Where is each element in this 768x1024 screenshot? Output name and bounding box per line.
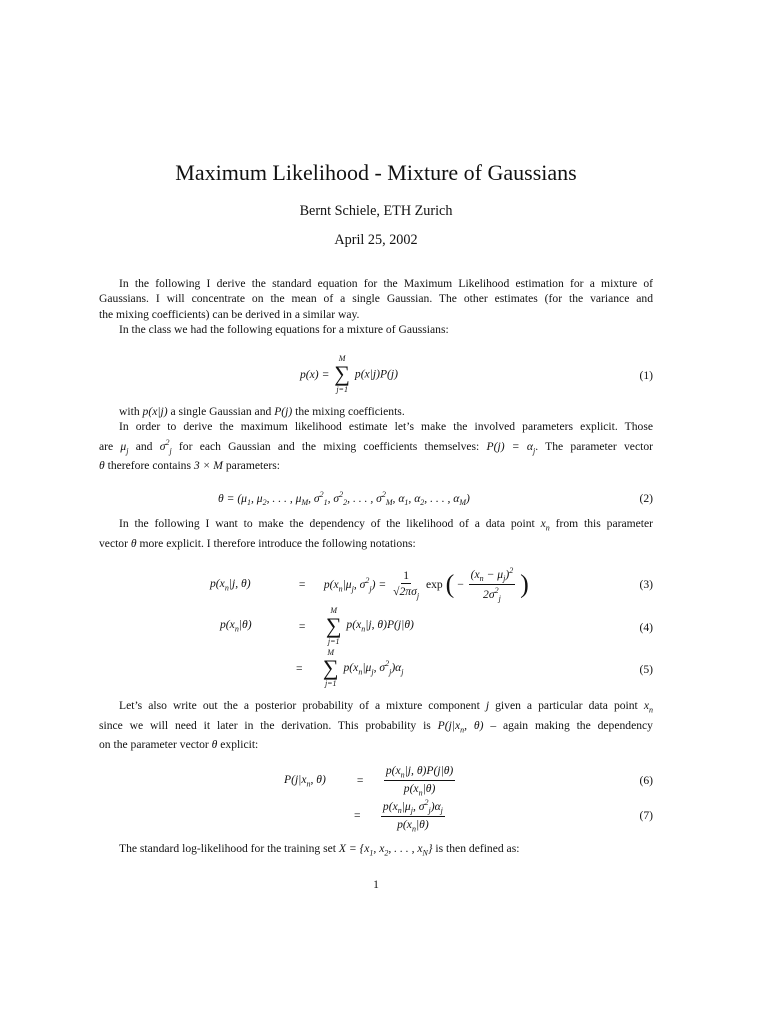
equation-number: (5) — [639, 663, 653, 676]
sum-lower-limit: j=1 — [336, 385, 348, 394]
paragraph-line: θ therefore contains 3 × M parameters: — [99, 459, 280, 473]
equation-3: $p(x_n|j$, $\theta) = p(x_n|\mu_j$, $\sigma^2_j$) = $\frac{1}{√2\pi\sigma_j}$ exp ( − $\frac{(x_n - \mu_j)^2}{2\sigma^2_j}$ ) — [210, 566, 529, 604]
paragraph-line: In order to derive the maximum likelihood estimate let’s make the involved parameters explicit. Those — [119, 420, 653, 434]
sum-lower-limit: j=1 — [324, 679, 337, 688]
paragraph-line: since we will need it later in the derivation. This probability is $P(j|x_n$, θ) – again making the dependency — [99, 718, 653, 735]
paper-date: April 25, 2002 — [334, 232, 418, 248]
paragraph-line: vector θ more explicit. I therefore introduce the following notations: — [99, 536, 416, 550]
equation-5: = M ∑ j=1 $p(x_n|\mu_j$, $\sigma^2_j)\alpha_j$ — [296, 648, 404, 688]
equation-number: (1) — [639, 369, 653, 382]
paragraph-line: Gaussians. I will concentrate on the mean of a single Gaussian. The other estimates (for the variance and — [99, 292, 653, 306]
paragraph-intro — [99, 276, 653, 338]
paper-author: Bernt Schiele, ETH Zurich — [299, 203, 453, 219]
paragraph-posterior — [99, 698, 653, 753]
equation-1: p(x) = M ∑ j=1 p(x|j)P(j) — [300, 354, 398, 394]
paragraph-line: are $\mu_j$ and $\sigma^2_j$ for each Gaussian and the mixing coefficients themselves: $P(j) = \alpha_j$. The parameter vector — [99, 437, 653, 455]
paragraph-line: In the following I want to make the dependency of the likelihood of a data point $x_n$ from this parameter — [119, 517, 654, 533]
sum-upper-limit: M — [338, 354, 346, 363]
paragraph-line: on the parameter vector θ explicit: — [99, 738, 259, 752]
sum-lower-limit: j=1 — [327, 637, 340, 646]
sum-upper-limit: M — [327, 648, 335, 657]
sum-upper-limit: M — [330, 606, 337, 615]
paper-title: Maximum Likelihood - Mixture of Gaussians — [175, 160, 577, 185]
exp-function: exp — [425, 578, 443, 592]
equation-number: (7) — [639, 809, 653, 822]
equation-number: (4) — [639, 621, 653, 634]
equation-2: $\theta = (\mu_1$, $\mu_2$, . . . , $\mu_M$, $\sigma^2_1$, $\sigma^2_2$, . . . , $\sigma^2_M$, $\alpha_1$, $\alpha_2$, . . . , $\alpha_M$) — [218, 490, 470, 508]
equation-7: = $\frac{p(x_n|\mu_j, \sigma^2_j)\alpha_j}{p(x_n|\theta)}$ — [354, 798, 443, 834]
paragraph-line: Let’s also write out the a posterior probability of a mixture component j given a particular data point $x_n$ — [119, 699, 653, 715]
paragraph-notation — [99, 516, 653, 551]
paragraph-parameters — [99, 404, 653, 474]
paragraph-line: the mixing coefficients) can be derived in a similar way. — [99, 307, 360, 321]
paragraph-line: In the following I derive the standard equation for the Maximum Likelihood estimation for a mixture of — [119, 277, 653, 290]
paragraph-line: with p(x|j) a single Gaussian and P(j) the mixing coefficients. — [119, 405, 405, 418]
equation-number: (2) — [639, 492, 653, 505]
paragraph-loglikelihood — [99, 841, 653, 861]
equation-number: (6) — [639, 774, 653, 787]
page-number: 1 — [373, 878, 379, 891]
equation-4: $p(x_n|\theta)$ = M ∑ j=1 $p(x_n|j$, θ)P(j|θ) — [220, 606, 414, 646]
equation-6: $P(j|x_n$, θ) = $\frac{p(x_n|j, \theta)P(j|\theta)}{p(x_n|\theta)}$ — [284, 764, 454, 798]
equation-number: (3) — [639, 578, 653, 591]
paragraph-line: The standard log-likelihood for the training set $X = \{x_1$, $x_2$, . . . , $x_N$} is then defined as: — [119, 842, 520, 858]
paragraph-line: In the class we had the following equations for a mixture of Gaussians: — [119, 323, 449, 337]
